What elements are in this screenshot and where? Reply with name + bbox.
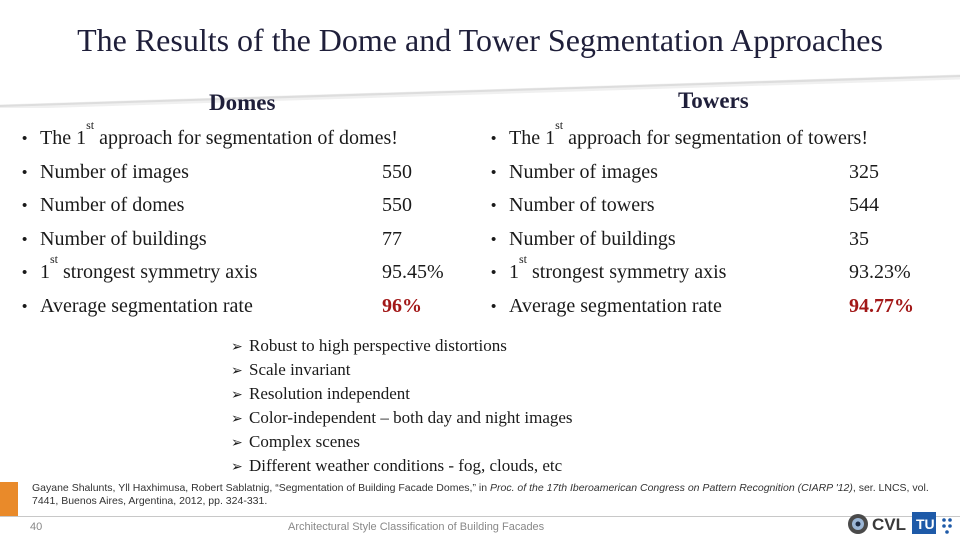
item-label: Number of towers [509,194,655,217]
item-label: Number of images [509,160,658,183]
feature-item [231,334,573,358]
item-label: Number of buildings [509,227,676,250]
citation-authors: Gayane Shalunts, Yll Haxhimusa, Robert Sablatnig, “Segmentation of Building Facade Domes,” in [32,482,490,494]
feature-item [231,454,573,478]
list-item [22,223,472,257]
item-value: 35 [849,227,869,250]
item-value: 325 [849,160,879,183]
list-item [491,252,941,290]
bullet: • [491,197,497,215]
domes-list [22,118,472,324]
item-sup: st [50,252,59,267]
item-sup: st [86,118,95,132]
list-item [22,290,472,324]
item-label: Number of images [40,160,189,183]
bullet: • [22,230,28,248]
feature-item [231,382,573,406]
item-label: Average segmentation rate [509,294,722,317]
item-label: The 1 [40,127,87,149]
feature-item [231,430,573,454]
citation-rest: , ser. LNCS, vol. 7441, Buenos Aires, Argentina, 2012, pp. 324-331. [32,482,929,507]
arrow-bullet-icon: ➢ [231,435,243,451]
item-label-rest: approach for segmentation of domes! [94,127,398,149]
feature-text: Color-independent – both day and night images [249,408,573,427]
item-value: 77 [382,227,402,250]
list-item [491,290,941,324]
item-label: Number of domes [40,194,185,217]
list-item [22,252,472,290]
bullet: • [22,297,28,315]
citation [32,482,932,508]
feature-item [231,406,573,430]
footer-divider [0,516,960,517]
list-item [491,223,941,257]
slide-title: The Results of the Dome and Tower Segmentation Approaches [77,22,883,58]
feature-text: Robust to high perspective distortions [249,336,507,355]
item-value: 93.23% [849,261,911,284]
bullet: • [22,130,28,147]
item-label: Average segmentation rate [40,294,253,317]
arrow-bullet-icon: ➢ [231,339,243,355]
footer-title: Architectural Style Classification of Building Facades [288,521,545,533]
feature-text: Complex scenes [249,432,360,451]
item-value: 544 [849,194,879,217]
page-number: 40 [30,521,43,533]
feature-text: Scale invariant [249,360,351,379]
bullet: • [22,197,28,215]
item-label-rest: strongest symmetry axis [58,261,258,284]
item-value: 550 [382,160,412,183]
feature-text: Resolution independent [249,384,411,403]
list-item [491,156,941,190]
bullet: • [491,163,497,181]
item-value-highlight: 94.77% [849,294,914,317]
list-item [491,189,941,223]
item-label-rest: strongest symmetry axis [527,261,727,284]
list-item [22,189,472,223]
logo-cvl-text: CVL [872,515,906,534]
item-label: 1 [509,261,519,284]
item-value: 95.45% [382,261,444,284]
logo-tu-text: TU [916,516,935,532]
list-item [491,118,941,156]
towers-list [491,118,941,324]
bullet: • [22,163,28,181]
item-sup: st [519,252,528,267]
bullet: • [491,130,497,147]
item-label: The 1 [509,127,556,149]
bullet: • [491,230,497,248]
towers-heading: Towers [678,88,749,113]
arrow-bullet-icon: ➢ [231,459,243,475]
arrow-bullet-icon: ➢ [231,387,243,403]
item-label: Number of buildings [40,227,207,250]
cvl-tu-logo [846,508,958,540]
domes-heading: Domes [209,90,276,115]
bullet: • [22,264,28,282]
arrow-bullet-icon: ➢ [231,411,243,427]
citation-venue: Proc. of the 17th Iberoamerican Congress on Pattern Recognition (CIARP '12) [489,482,853,494]
list-item [22,118,472,156]
features-list [231,334,573,478]
citation-accent-bar [0,482,18,516]
list-item [22,156,472,190]
header-rule [0,74,960,108]
item-value-highlight: 96% [382,294,422,317]
item-label: 1 [40,261,50,284]
item-sup: st [555,118,564,132]
feature-text: Different weather conditions - fog, clouds, etc [249,456,563,475]
bullet: • [491,297,497,315]
feature-item [231,358,573,382]
item-value: 550 [382,194,412,217]
item-label-rest: approach for segmentation of towers! [563,127,869,149]
bullet: • [491,264,497,282]
arrow-bullet-icon: ➢ [231,363,243,379]
